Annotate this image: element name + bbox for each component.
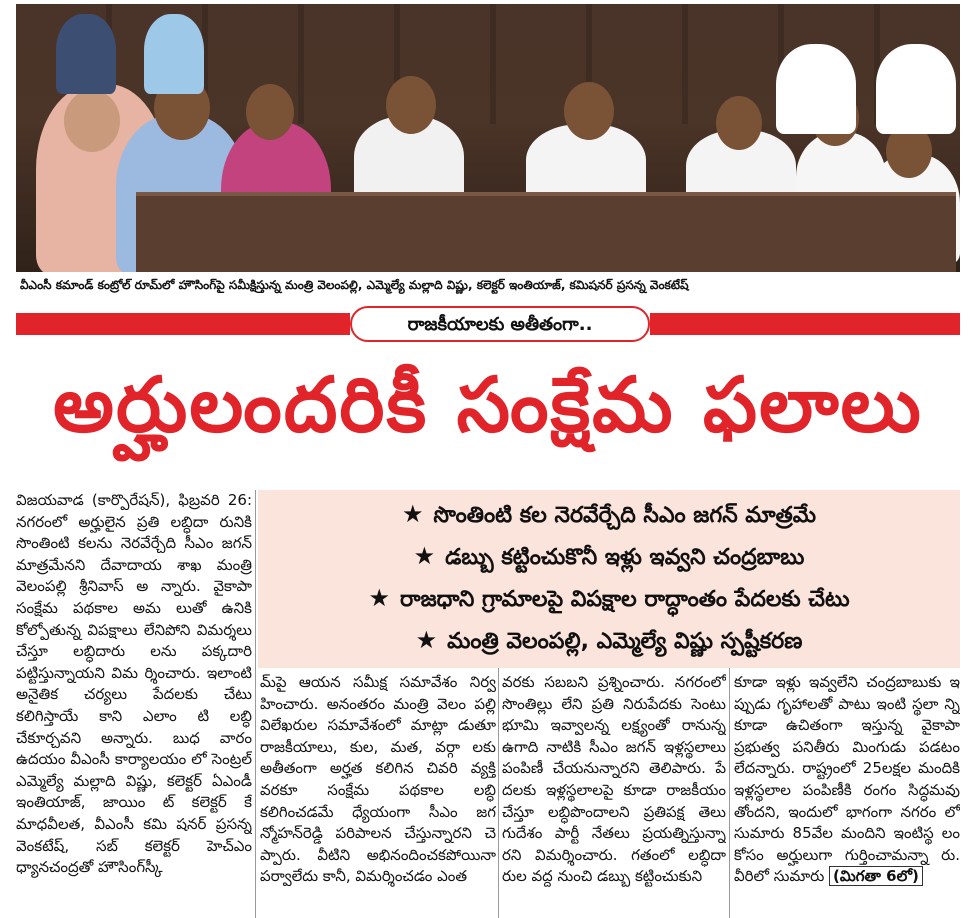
headline: అర్హులందరికీ సంక్షేమ ఫలాలు	[53, 360, 923, 449]
photo-head	[64, 90, 120, 152]
column-divider	[729, 668, 730, 918]
article-column-1	[16, 490, 252, 918]
column-divider	[498, 668, 499, 918]
photo-head	[716, 96, 762, 150]
article-text: మ్‌పై ఆయన సమీక్ష సమావేశం నిర్వ హించారు. అనంతరం మంత్రి వెలం పల్లి విలేఖరుల సమావేశంలో మాట్లా డుతూ రాజకీయాలు, కుల, మత, వర్గా లకు అతీతంగా అర్హత కలిగిన చివరి వ్యక్తి వరకూ సంక్షేమ పథకాల లబ్ధి కలిగించడమే ధ్యేయంగా సీఎం జగ న్మోహన్‌రెడ్డి పరిపాలన చేస్తున్నారని చె ప్పారు. వీటిని అభినందించకపోయినా పర్వాలేదు కానీ, విమర్శించడం ఎంత	[260, 673, 496, 886]
highlight-text: సొంతింటి కల నెరవేర్చేది సీఎం జగన్ మాత్రమే	[433, 503, 817, 528]
highlight-item	[258, 578, 960, 618]
article-text: వరకు సబబని ప్రశ్నించారు. నగరంలో సొంతిల్లు లేని ప్రతి నిరుపేదకు సెంటు భూమి ఇవ్వాలన్న లక్ష్యంతో రానున్న ఉగాది నాటికి సీఎం జగన్ ఇళ్లస్థలాలు పంపిణీ చేయనున్నారని తెలిపారు. పే దలకు ఇళ్లస్థలాలపై కూడా రాజకీయం చేస్తూ లబ్ధిపొందాలని ప్రతిపక్ష తెలు గుదేశం పార్టీ నేతలు ప్రయత్నిస్తున్నా రని విమర్శించారు. గతంలో లబ్ధిదా రుల వద్ద నుంచి డబ్బు కట్టించుకుని	[502, 673, 726, 886]
column-divider	[255, 490, 256, 918]
article-text: విజయవాడ (కార్పొరేషన్), ఫిబ్రవరి 26: నగరంలో అర్హులైన ప్రతి లబ్ధిదా రునికి సొంతింటి కలను నెరవేర్చేది సీఎం జగన్ మాత్రమేనని దేవాదాయ శాఖ మంత్రి వెలంపల్లి శ్రీనివాస్ అ న్నారు. వైకాపా సంక్షేమ పథకాల అమ లుతో ఉనికి కోల్పోతున్న విపక్షాలు లేనిపోని విమర్శలు చేస్తూ లబ్ధిదారు లను పక్కదారి పట్టిస్తున్నాయని విమ ర్శించారు. ఇలాంటి అనైతిక చర్యలు పేదలకు చేటు కలిగిస్తాయే కాని ఎలాం టి లబ్ధి చేకూర్చవని అన్నారు. బుధ వారం ఉదయం వీఎంసీ కార్యాలయం లో సెంట్రల్ ఎమ్మెల్యే మల్లాది విష్ణు, కలెక్టర్ ఏఎండీ ఇంతియాజ్, జాయిం ట్ కలెక్టర్ కే మాధవీలత, వీఎంసీ కమి షనర్ ప్రసన్న వెంకటేష్, సబ్ కలెక్టర్ హెచ్‌ఎం ధ్యానచంద్రతో హౌసింగ్‌స్కీ	[16, 491, 252, 877]
continued-on-page: (మిగతా 6లో)	[829, 866, 923, 886]
star-icon: ★	[368, 584, 390, 612]
highlights-box	[258, 490, 960, 668]
article-column-4	[734, 672, 960, 918]
red-rule-left	[16, 313, 350, 335]
photo-caption: వీఎంసీ కమాండ్ కంట్రోల్ రూమ్‌లో హౌసింగ్‌పై సమీక్షిస్తున్న మంత్రి వెలంపల్లి, ఎమ్మెల్యే మల్లాది విష్ణు, కలెక్టర్ ఇంతియాజ్, కమిషనర్ ప్రసన్న వెంకటేష్	[16, 272, 960, 298]
photo-head	[564, 82, 614, 140]
highlight-item	[258, 494, 960, 534]
conference-table	[136, 192, 956, 272]
article-text: కూడా ఇళ్లు ఇవ్వలేని చంద్రబాబుకు ఇ ప్పుడు గృహాలతో పాటు ఇంటి స్థలా న్ని కూడా ఉచితంగా ఇస్తున్న వైకాపా ప్రభుత్వ పనితీరు మింగుడు పడటం లేదన్నారు. రాష్ట్రంలో 25లక్షల మందికి ఇళ్లస్థలాల పంపిణీకి రంగం సిద్ధమవు తోందని, ఇందులో భాగంగా నగరం లో సుమారు 85వేల మందిని ఇంటిస్థ లం కోసం అర్హులుగా గుర్తించామన్నా రు. వీరిలో సుమారు	[734, 673, 960, 886]
red-rule-right	[650, 313, 960, 335]
photo-person	[56, 14, 116, 94]
photo-head	[246, 84, 294, 140]
star-icon: ★	[413, 542, 436, 570]
star-icon: ★	[415, 626, 438, 654]
highlight-text: రాజధాని గ్రామాలపై విపక్షాల రాద్ధాంతం పేదలకు చేటు	[399, 587, 850, 612]
article-text	[734, 672, 960, 888]
highlight-item	[258, 536, 960, 576]
highlight-item	[258, 620, 960, 660]
photo-head	[386, 76, 436, 134]
photo-person	[776, 44, 856, 134]
highlight-text: మంత్రి వెలంపల్లి, ఎమ్మెల్యే విష్ణు స్పష్టీకరణ	[447, 629, 803, 654]
highlight-text: డబ్బు కట్టించుకొనీ ఇళ్లు ఇవ్వని చంద్రబాబు	[445, 545, 805, 570]
news-photo	[16, 4, 960, 272]
photo-person	[876, 44, 956, 134]
star-icon: ★	[401, 500, 424, 528]
article-column-3	[502, 672, 726, 918]
kicker: రాజకీయాలకు అతీతంగా..	[350, 306, 650, 342]
photo-person	[144, 14, 204, 94]
article-column-2	[260, 672, 496, 918]
